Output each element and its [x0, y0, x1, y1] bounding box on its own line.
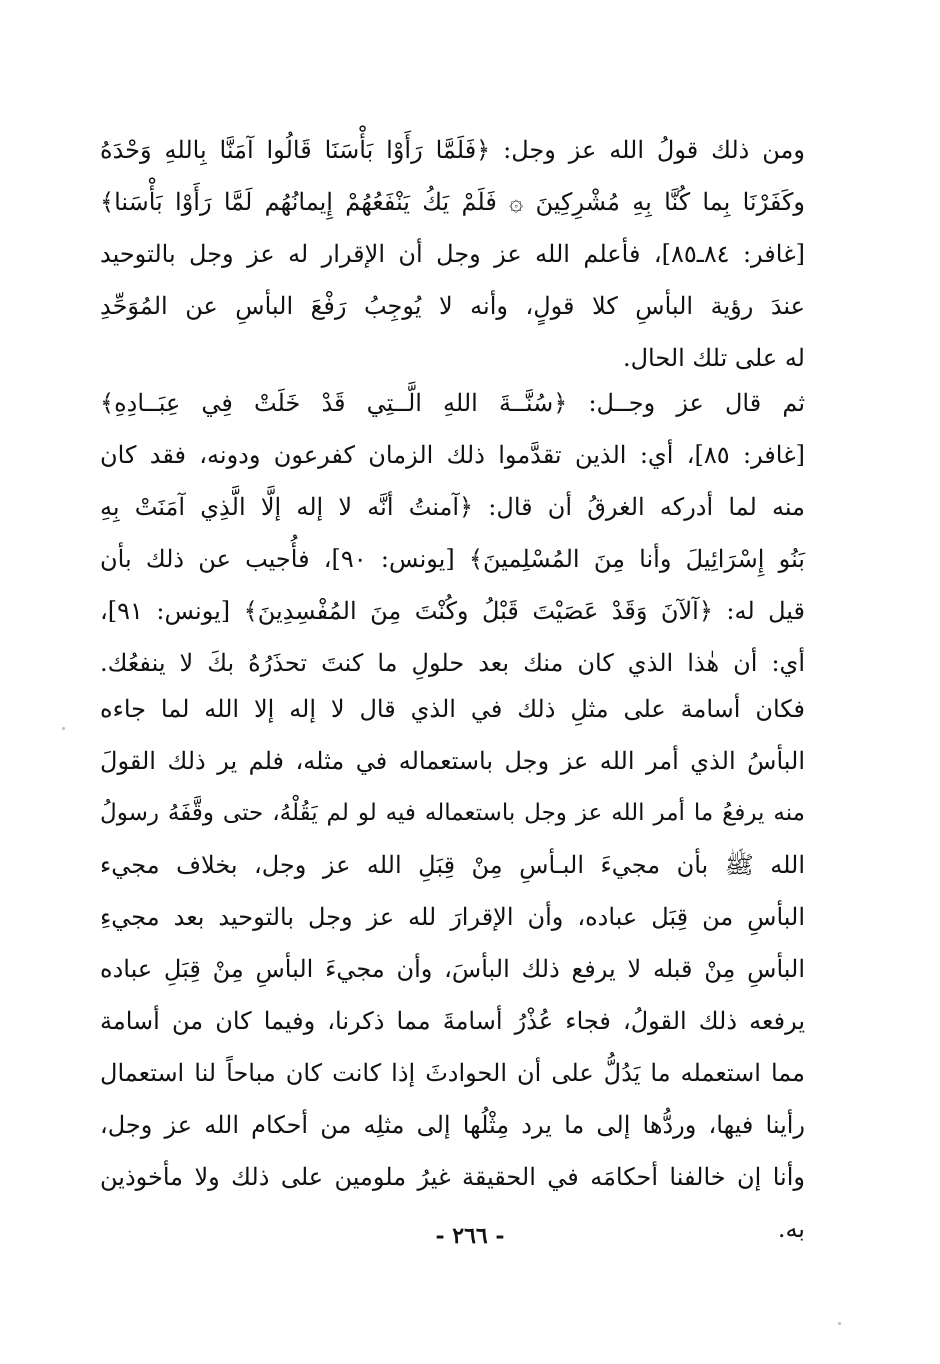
text-line: منه يرفعُ ما أمر الله عز وجل باستعماله فيه لو لم يَقُلْهُ، حتى وقَّفَهُ رسولُ [100, 800, 805, 826]
text-line: [غافر: ٨٥]، أي: الذين تقدَّموا ذلك الزمان كفرعون ودونه، فقد كان [100, 441, 806, 469]
text-line: البأسُ الذي أمر الله عز وجل باستعماله في مثله، فلم ير ذلك القولَ [100, 747, 805, 775]
text-line: مما استعمله ما يَدُلُّ على أن الحوادثَ إذا كانت كان مباحاً لنا استعمال [100, 1059, 805, 1087]
text-line: البأسِ مِنْ قبله لا يرفع ذلك البأسَ، وأن مجيءَ البأسِ مِنْ قِبَلِ عباده [100, 955, 805, 983]
text-line: بَنُو إِسْرَائِيلَ وأنا مِنَ المُسْلِمينَ﴾ [يونس: ٩٠]، فأُجيب عن ذلك بأن [100, 545, 805, 573]
text-line: البأسِ من قِبَل عباده، وأن الإقرارَ لله عز وجل بالتوحيد بعد مجيءِ [100, 903, 805, 931]
text-line: أي: أن هٰذا الذي كان منك بعد حلولِ ما كنتَ تحذَرُهُ بكَ لا ينفعُك. [100, 649, 805, 677]
scan-speck [838, 1322, 841, 1325]
text-line: به. [777, 1215, 805, 1243]
paragraph-3 [100, 683, 805, 1255]
text-line: الله ﷺ بأن مجيءَ البـأسِ مِنْ قِبَلِ الله عز وجل، بخلاف مجيء [100, 851, 805, 879]
text-line: فكان أسامة على مثلِ ذلك في الذي قال لا إله إلا الله لما جاءه [100, 695, 805, 723]
text-line: وكَفَرْنَا بِما كُنَّا بِهِ مُشْرِكِينَ ۞ فَلَمْ يَكُ يَنْفَعُهُمْ إِيمانُهُم لَمَّا رَأَوْا بَأْسَنا﴾ [100, 188, 805, 216]
page-number: - ٢٦٦ - [435, 1223, 505, 1249]
text-line: ومن ذلك قولُ الله عز وجل: ﴿فَلَمَّا رَأَوْا بَأْسَنَا قَالُوا آمَنَّا بِاللهِ وَحْدَهُ [100, 136, 805, 164]
text-line: قيل له: ﴿آلآنَ وَقَدْ عَصَيْتَ قَبْلُ وكُنْتَ مِنَ المُفْسِدِينَ﴾ [يونس: ٩١]، [100, 597, 805, 625]
text-line: منه لما أدركه الغرقُ أن قال: ﴿آمنتُ أنَّه لا إله إلَّا الَّذِي آمَنَتْ بِهِ [100, 493, 805, 521]
text-line: له على تلك الحال. [622, 344, 805, 372]
text-line: ثم قال عز وجــل: ﴿سُنَّــةَ اللهِ الَّــتِي قَدْ خَلَتْ فِي عِبَــادِهِ﴾ [100, 389, 805, 417]
text-line: عندَ رؤية البأسِ كلا قولٍ، وأنه لا يُوجِبُ رَفْعَ البأسِ عن المُوَحِّدِ [100, 292, 805, 320]
paragraph-2 [100, 377, 805, 689]
paragraph-1 [100, 124, 805, 384]
text-line: [غافر: ٨٤ـ٨٥]، فأعلم الله عز وجل أن الإقرار له عز وجل بالتوحيد [100, 240, 806, 268]
scan-speck [62, 727, 65, 730]
text-line: وأنا إن خالفنا أحكامَه في الحقيقة غيرُ ملومين على ذلك ولا مأخوذين [100, 1163, 805, 1191]
text-line: رأينا فيها، وردُّها إلى ما يرد مِثْلُها إلى مثلِه من أحكام الله عز وجل، [100, 1111, 805, 1139]
text-line: يرفعه ذلك القولُ، فجاء عُذْرُ أسامةَ مما ذكرنا، وفيما كان من أسامة [100, 1007, 805, 1035]
